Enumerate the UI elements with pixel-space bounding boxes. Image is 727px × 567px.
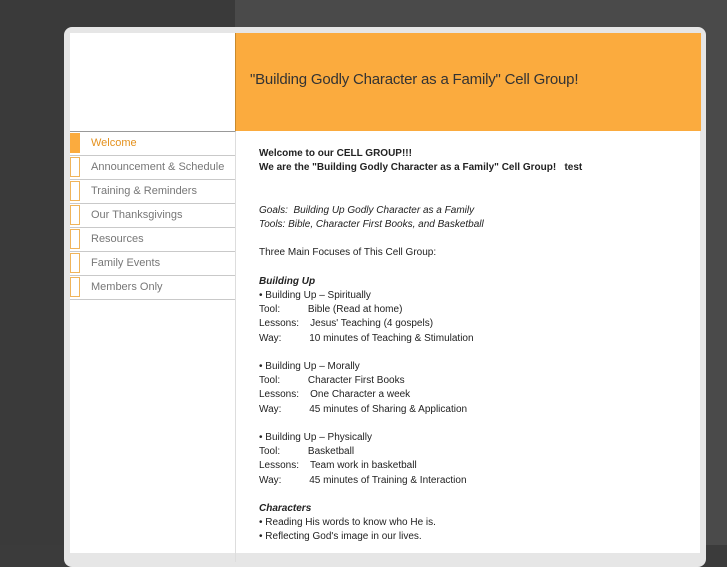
nav-item-label: Welcome: [91, 137, 137, 149]
nav-item-announcement-schedule[interactable]: [70, 156, 235, 180]
tools-text: Tools: Bible, Character First Books, and Basketball: [259, 218, 484, 230]
moral-title: • Building Up – Morally: [259, 360, 360, 372]
nav-item-label: Training & Reminders: [91, 185, 197, 197]
nav-item-members-only[interactable]: [70, 276, 235, 300]
moral-way: Way: 45 minutes of Sharing & Application: [259, 403, 468, 415]
nav-item-resources[interactable]: [70, 228, 235, 252]
nav-item-family-events[interactable]: [70, 252, 235, 276]
nav-item-welcome[interactable]: [70, 132, 235, 156]
focuses-text: Three Main Focuses of This Cell Group:: [259, 247, 437, 259]
welcome-heading: Welcome to our CELL GROUP!!!: [259, 148, 412, 159]
nav-marker: [70, 229, 80, 249]
site-title: "Building Godly Character as a Family" Cell Group!: [250, 71, 579, 88]
nav-marker: [70, 157, 80, 177]
spiritual-tool: Tool: Bible (Read at home): [259, 304, 403, 316]
nav-marker: [70, 205, 80, 225]
nav-item-label: Our Thanksgivings: [91, 209, 183, 221]
physical-lessons: Lessons: Team work in basketball: [259, 460, 417, 472]
spiritual-way: Way: 10 minutes of Teaching & Stimulation: [259, 332, 474, 344]
physical-way: Way: 45 minutes of Training & Interaction: [259, 474, 467, 486]
spiritual-lessons: Lessons: Jesus' Teaching (4 gospels): [259, 318, 434, 330]
moral-tool: Tool: Character First Books: [259, 375, 405, 387]
spiritual-title: • Building Up – Spiritually: [259, 289, 371, 301]
nav-marker: [70, 277, 80, 297]
logo-area: [70, 33, 235, 131]
nav-marker: [70, 181, 80, 201]
character-item: • Reflecting God's image in our lives.: [259, 531, 422, 543]
nav-item-label: Announcement & Schedule: [91, 161, 225, 173]
moral-lessons: Lessons: One Character a week: [259, 389, 411, 401]
characters-heading: Characters: [259, 502, 312, 514]
group-intro: We are the "Building Godly Character as a Family" Cell Group! test: [259, 162, 583, 174]
goals-text: Goals: Building Up Godly Character as a Family: [259, 204, 475, 216]
nav-item-our-thanksgivings[interactable]: [70, 204, 235, 228]
page-container: [70, 33, 700, 553]
nav-item-label: Members Only: [91, 281, 163, 293]
physical-tool: Tool: Basketball: [259, 446, 355, 458]
nav-item-label: Family Events: [91, 257, 161, 269]
physical-title: • Building Up – Physically: [259, 431, 372, 443]
character-item: • Reading His words to know who He is.: [259, 517, 436, 529]
sidebar-nav: [70, 131, 236, 562]
nav-marker: [70, 133, 80, 153]
main-content: [259, 147, 689, 545]
building-up-heading: Building Up: [259, 275, 316, 287]
header-band: [235, 33, 701, 131]
nav-item-label: Resources: [91, 233, 144, 245]
nav-marker: [70, 253, 80, 273]
nav-item-training-reminders[interactable]: [70, 180, 235, 204]
